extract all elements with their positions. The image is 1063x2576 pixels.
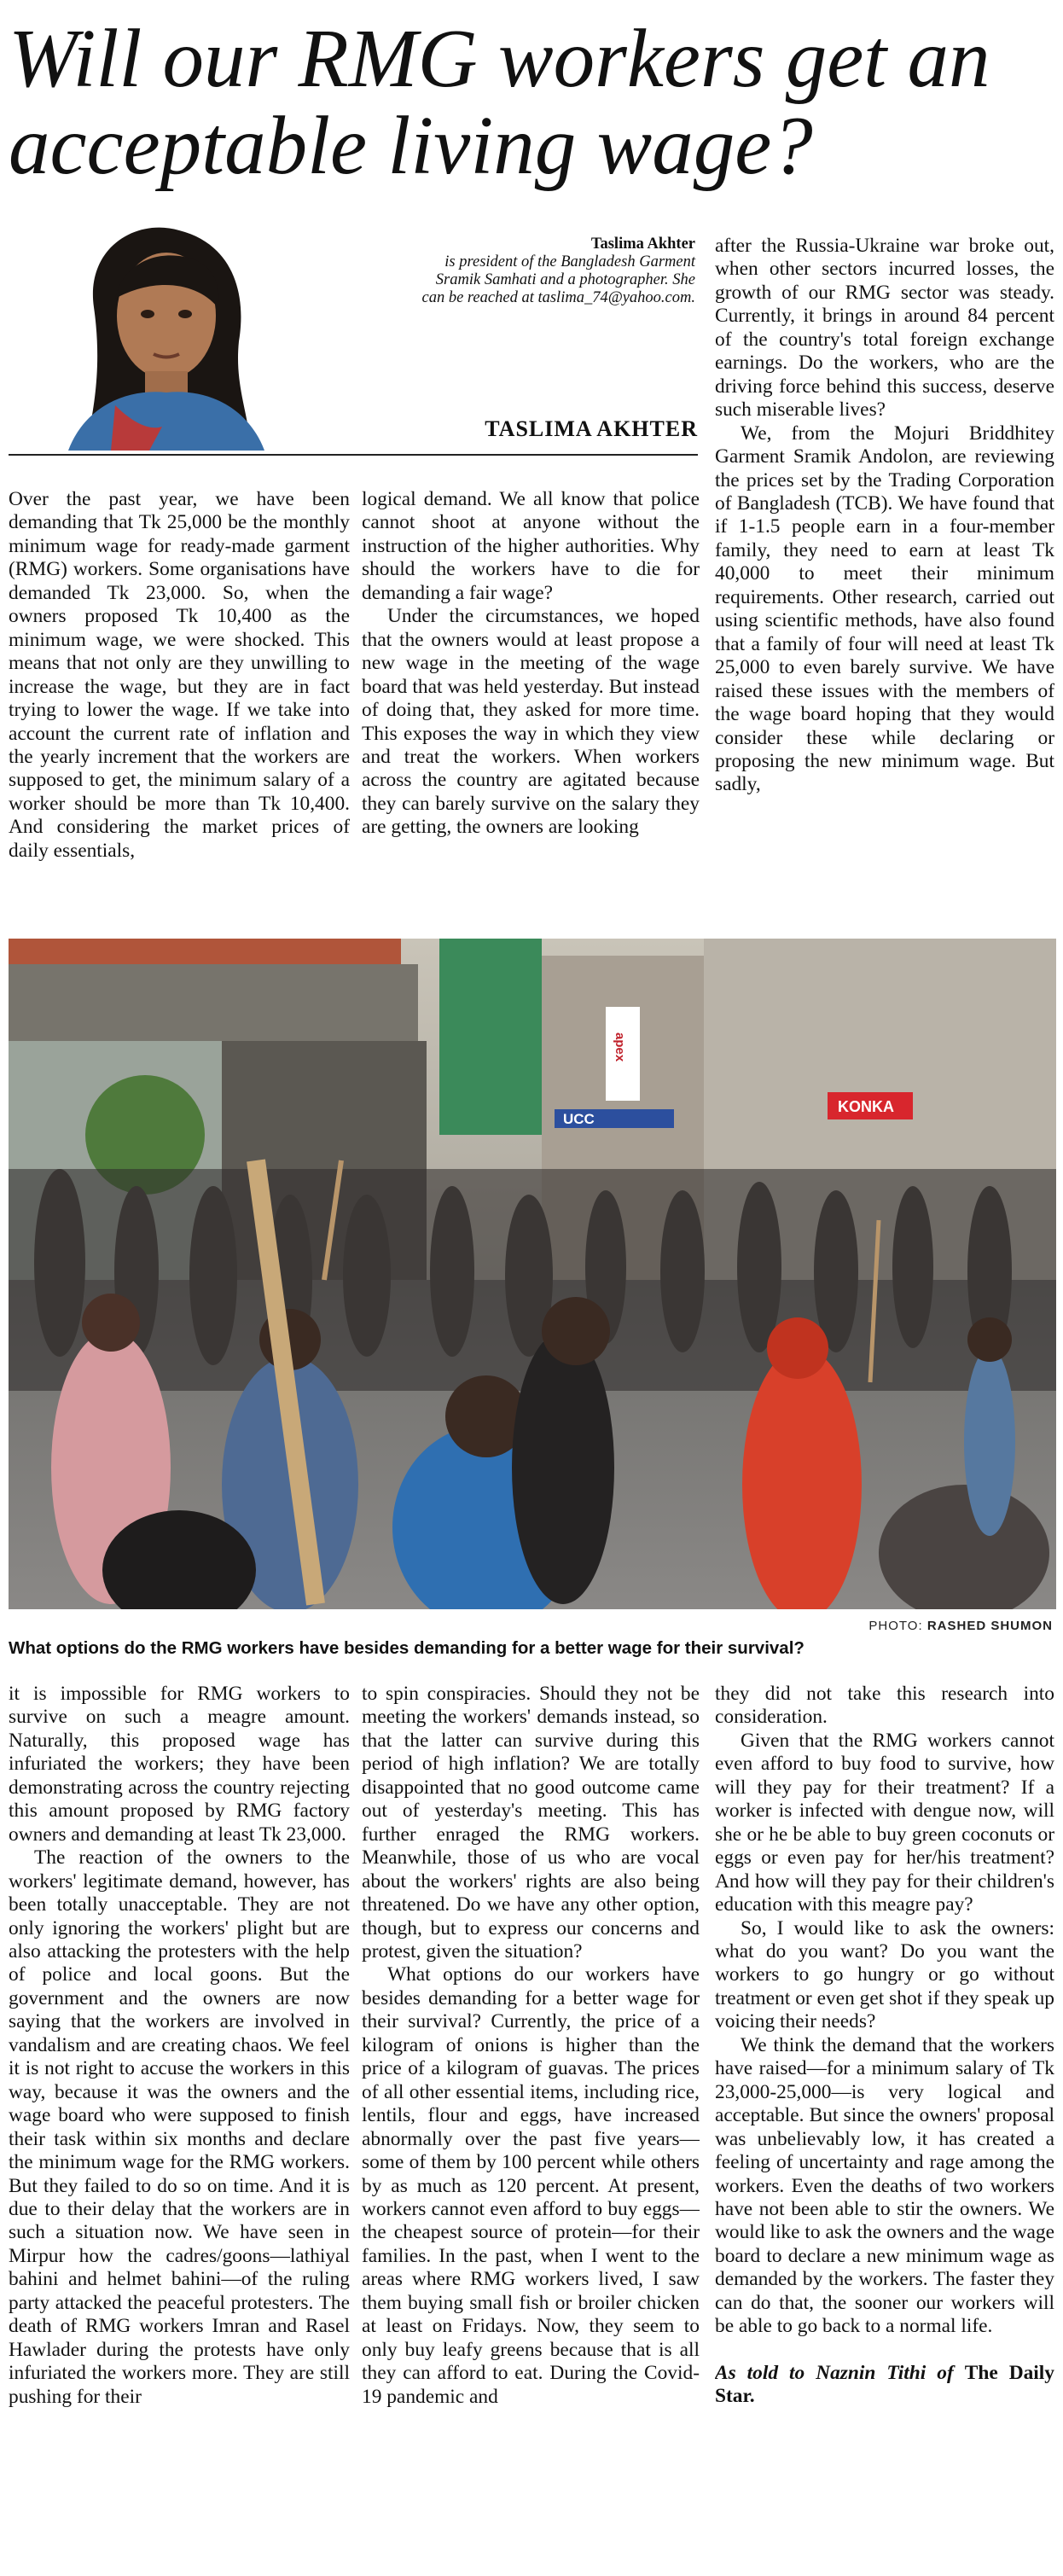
headline: Will our RMG workers get an acceptable living wage?	[9, 13, 990, 191]
photo-credit-name: RASHED SHUMON	[926, 1619, 1053, 1633]
paragraph: after the Russia-Ukraine war broke out, when other sectors incurred losses, the growth of our RMG sector was steady. Currently, it brings in around 84 percent of the country's total foreign exchange earnings. Do the workers, who are the driving force behind this success, deserve such miserable lives?	[715, 235, 1054, 422]
paragraph: they did not take this research into consideration.	[715, 1683, 1054, 1729]
signoff-outlet: The Daily Star.	[715, 2361, 1054, 2408]
paragraph: We think the demand that the workers have raised—for a minimum salary of Tk 23,000-25,000—is very logical and acceptable. But since the owners' proposal was unbelievably low, it has created a feeling of uncertainty and rage among the workers. Even the deaths of two workers have not been able to stir the owners. We would like to ask the owners and the wage board to declare a new minimum wage as demanded by the workers. The faster they can do that, the sooner our workers will be able to go back to a normal life.	[715, 2033, 1054, 2338]
bottom-column-1	[9, 1683, 350, 2570]
sign-ucc: UCC	[563, 1111, 595, 1127]
paragraph: Under the circumstances, we hoped that the owners would at least propose a new wage in the meeting of the wage board that was held yesterday. But instead of doing that, they asked for more time. This exposes the way in which they view and treat the workers. When workers across the country are agitated because they can barely survive on the salary they are getting, the owners are looking	[362, 605, 700, 839]
protest-photo	[9, 939, 1056, 1609]
paragraph: to spin conspiracies. Should they not be meeting the workers' demands instead, so that the latter can survive during this period of high inflation? We are totally disappointed that no good outcome came out of yesterday's meeting. This has further enraged the RMG workers. Meanwhile, those of us who are vocal about the workers' rights are also being threatened. Do we have any other option, though, but to express our concerns and protest, given the situation?	[362, 1683, 700, 1963]
paragraph: So, I would like to ask the owners: what do you want? Do you want the workers to go hungry or go without treatment or even get shot if they speak up voicing their needs?	[715, 1916, 1054, 2033]
sign-konka: KONKA	[838, 1098, 894, 1115]
sign-apex: apex	[613, 1032, 627, 1062]
paragraph: Given that the RMG workers cannot even afford to buy food to survive, how will they pay for their treatment? If a worker is infected with dengue now, will she or he be able to buy green coconuts or eggs or even pay for her/his treatment? And how will they pay for their children's education with this meagre pay?	[715, 1729, 1054, 1916]
byline: TASLIMA AKHTER	[485, 416, 698, 441]
signoff-name: Naznin Tithi	[816, 2361, 926, 2384]
byline-rule	[9, 454, 698, 456]
top-column-1	[9, 488, 350, 923]
author-bio	[410, 236, 695, 307]
author-portrait-image	[34, 213, 290, 451]
signoff-mid: of	[937, 2361, 954, 2384]
paragraph: Over the past year, we have been demanding that Tk 25,000 be the monthly minimum wage for ready-made garment (RMG) workers. Some organisations have demanded Tk 23,000. So, when the owners proposed Tk 10,400 as the minimum wage, we were shocked. This means that not only are they unwilling to increase the wage, but they are in fact trying to lower the wage. If we take into account the current rate of inflation and the yearly increment that the workers are supposed to get, the minimum salary of a worker should be more than Tk 10,400. And considering the market prices of daily essentials,	[9, 488, 350, 862]
paragraph: We, from the Mojuri Briddhitey Garment Sramik Andolon, are reviewing the prices set by the Trading Corporation of Bangladesh (TCB). We have found that if 1-1.5 people earn in a four-member family, they need to earn at least Tk 40,000 to meet their minimum requirements. Other research, carried out using scientific methods, have also found that a family of four will need at least Tk 25,000 to even barely survive. We have raised these issues with the members of the wage board hoping that they would consider these while declaring or proposing the new minimum wage. But sadly,	[715, 422, 1054, 796]
paragraph: it is impossible for RMG workers to survive on such a meagre amount. Naturally, this proposed wage has infuriated the workers; they have been demonstrating across the country rejecting this amount proposed by RMG factory owners and demanding at least Tk 23,000.	[9, 1683, 350, 1846]
protest-photo-image	[9, 939, 1056, 1609]
paragraph: What options do our workers have besides demanding for a better wage for their survival? Currently, the price of a kilogram of onions is higher than the price of a kilogram of guavas. The prices of all other essential items, including rice, lentils, flour and eggs, have increased abnormally over the past five years—some of them by 100 percent while others by as much as 120 percent. At present, workers cannot even afford to buy eggs—the cheapest source of protein—for their families. In the past, when I went to the areas where RMG workers lived, I saw them buying small fish or broiler chicken at least on Fridays. Now, they seem to only buy leafy greens because that is all they can afford to eat. During the Covid-19 pandemic and	[362, 1963, 700, 2408]
signoff-prefix: As told to	[715, 2361, 805, 2384]
author-bio-name: Taslima Akhter	[590, 236, 695, 253]
photo-credit-label: PHOTO:	[868, 1619, 923, 1633]
bottom-column-3	[715, 1683, 1054, 2570]
author-portrait	[34, 213, 290, 451]
photo-credit	[868, 1619, 1053, 1633]
paragraph: The reaction of the owners to the workers' legitimate demand, however, has been totally unacceptable. They are not only ignoring the workers' plight but are also attacking the protesters with the help of police and local goons. But the government and the owners are now saying that the workers are involved in vandalism and are creating chaos. We feel it is not right to accuse the workers in this way, because it was the owners and the wage board who were supposed to finish their task within six months and declare the minimum wage for the RMG workers. But they failed to do so on time. And it is due to their delay that the workers are in such a situation now. We have seen in Mirpur how the cadres/goons—lathiyal bahini and helmet bahini—of the ruling party attacked the peaceful protesters. The death of RMG workers Imran and Rasel Hawlader during the protests have only infuriated the workers more. They are still pushing for their	[9, 1846, 350, 2408]
photo-caption: What options do the RMG workers have besides demanding for a better wage for their survival?	[9, 1638, 805, 1658]
signoff	[715, 2362, 1054, 2409]
top-column-2	[362, 488, 700, 923]
top-column-3	[715, 235, 1054, 924]
author-bio-description: is president of the Bangladesh Garment Sramik Samhati and a photographer. She can be reached at taslima_74@yahoo.com.	[421, 253, 695, 306]
paragraph: logical demand. We all know that police cannot shoot at anyone without the instruction of the higher authorities. Why should the workers have to die for demanding a fair wage?	[362, 488, 700, 604]
bottom-column-2	[362, 1683, 700, 2570]
